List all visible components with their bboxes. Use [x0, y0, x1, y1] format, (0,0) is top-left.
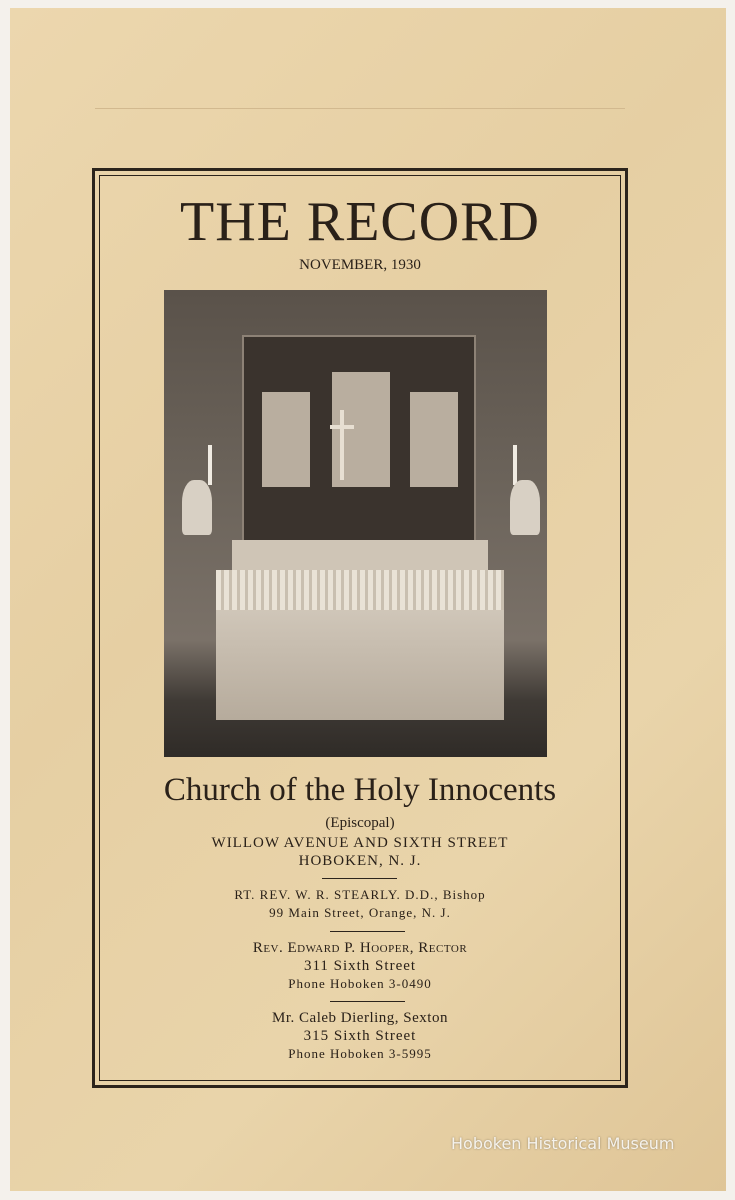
altar-lace-cloth: [216, 570, 504, 610]
church-address: WILLOW AVENUE AND SIXTH STREET: [211, 835, 509, 851]
candle-right: [513, 445, 517, 485]
sexton-phone: Phone Hoboken 3-5995: [288, 1046, 432, 1061]
icon-panel-right: [410, 392, 458, 487]
bishop-address: 99 Main Street, Orange, N. J.: [269, 905, 451, 920]
rector-address: 311 Sixth Street: [303, 958, 417, 974]
issue-date: NOVEMBER, 1930: [299, 257, 421, 273]
church-name: Church of the Holy Innocents: [163, 772, 557, 808]
icon-panel-left: [262, 392, 310, 487]
reredos: [242, 335, 476, 544]
bleed-through-rule: [95, 108, 625, 109]
angel-statue-right: [510, 480, 540, 535]
cross-icon: [340, 410, 344, 480]
bishop-name: RT. REV. W. R. STEARLY. D.D., Bishop: [234, 887, 486, 902]
candle-left: [208, 445, 212, 485]
denomination: (Episcopal): [325, 815, 395, 831]
angel-statue-left: [182, 480, 212, 535]
rector-phone: Phone Hoboken 3-0490: [288, 976, 432, 991]
sexton-address: 315 Sixth Street: [303, 1028, 417, 1044]
cross-bar: [330, 425, 354, 429]
divider: [322, 878, 397, 879]
publication-title: THE RECORD: [180, 191, 540, 253]
church-city: HOBOKEN, N. J.: [298, 853, 422, 869]
altar-gradine: [232, 540, 488, 570]
sexton-name: Mr. Caleb Dierling, Sexton: [272, 1010, 448, 1026]
divider: [330, 1001, 405, 1002]
divider: [330, 931, 405, 932]
altar-photograph: [164, 290, 547, 757]
museum-watermark: Hoboken Historical Museum: [451, 1134, 675, 1153]
rector-name: Rev. Edward P. Hooper, Rector: [252, 940, 468, 956]
